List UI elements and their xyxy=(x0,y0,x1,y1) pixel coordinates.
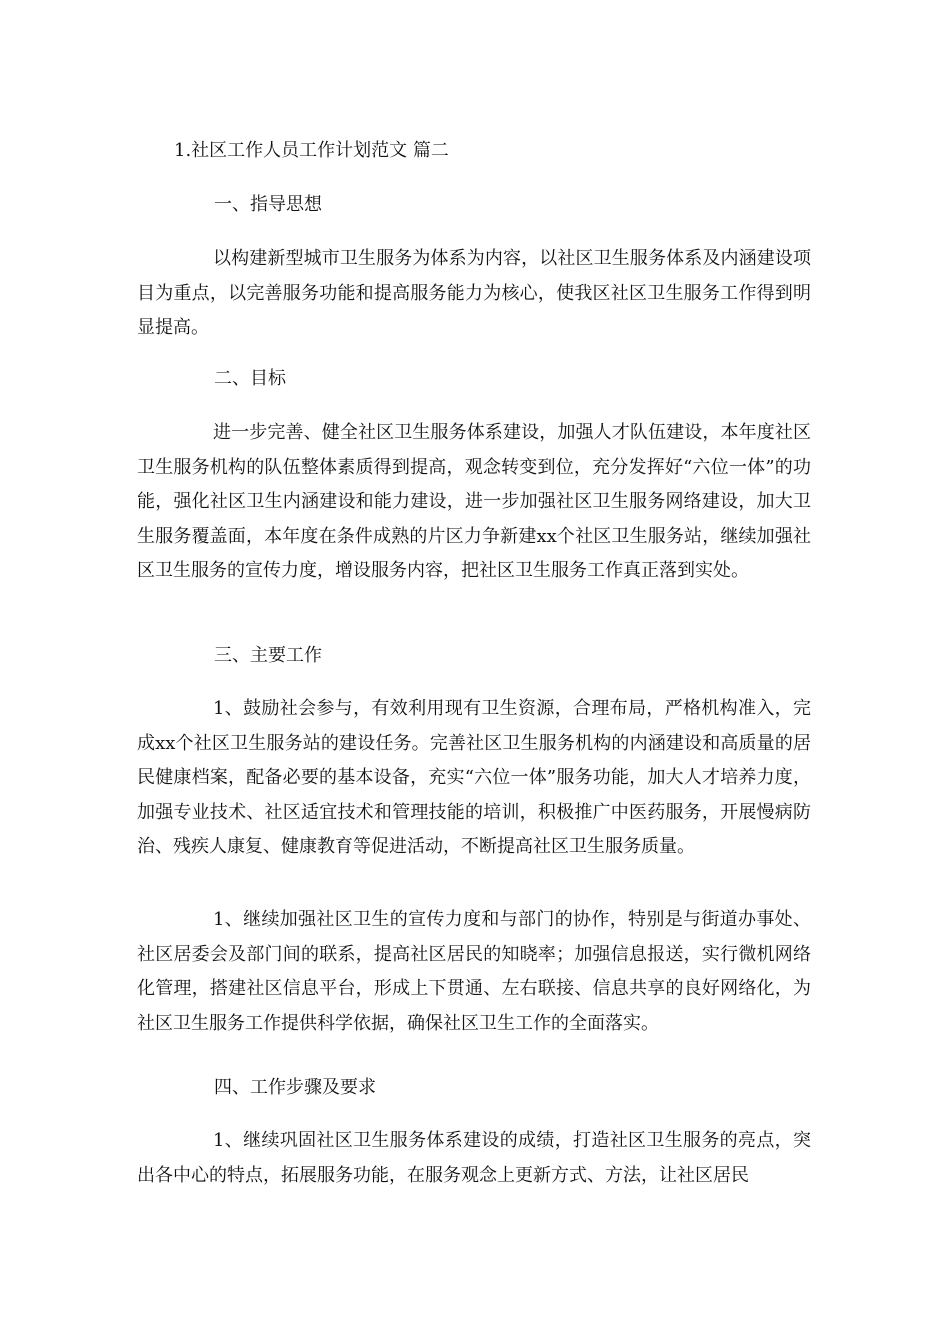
paragraph-goals: 进一步完善、健全社区卫生服务体系建设，加强人才队伍建设，本年度社区卫生服务机构的队伍整体素质得到提高，观念转变到位，充分发挥好“六位一体”的功能，强化社区卫生内涵建设和能力建设，进一步加强社区卫生服务网络建设，加大卫生服务覆盖面，本年度在条件成熟的片区力争新建xx个社区卫生服务站，继续加强社区卫生服务的宣传力度，增设服务内容，把社区卫生服务工作真正落到实处。 xyxy=(137,422,811,582)
paragraph-work-steps-1: 1、继续巩固社区卫生服务体系建设的成绩，打造社区卫生服务的亮点，突出各中心的特点，拓展服务功能，在服务观念上更新方式、方法，让社区居民 xyxy=(137,1130,811,1186)
section-heading-guiding-ideology: 一、指导思想 xyxy=(214,194,322,215)
section-heading-goals: 二、目标 xyxy=(214,368,286,389)
section-heading-main-work: 三、主要工作 xyxy=(214,645,322,666)
paragraph-guiding-ideology: 以构建新型城市卫生服务为体系为内容，以社区卫生服务体系及内涵建设项目为重点，以完善服务功能和提高服务能力为核心，使我区社区卫生服务工作得到明显提高。 xyxy=(137,248,811,339)
document-title: 1.社区工作人员工作计划范文 篇二 xyxy=(174,140,449,161)
section-heading-work-steps: 四、工作步骤及要求 xyxy=(214,1077,376,1098)
paragraph-main-work-2: 1、继续加强社区卫生的宣传力度和与部门的协作，特别是与街道办事处、社区居委会及部门间的联系，提高社区居民的知晓率；加强信息报送，实行微机网络化管理，搭建社区信息平台，形成上下贯通、左右联接、信息共享的良好网络化，为社区卫生服务工作提供科学依据，确保社区卫生工作的全面落实。 xyxy=(137,909,811,1034)
paragraph-main-work-1: 1、鼓励社会参与，有效利用现有卫生资源，合理布局，严格机构准入，完成xx个社区卫生服务站的建设任务。完善社区卫生服务机构的内涵建设和高质量的居民健康档案，配备必要的基本设备，充实“六位一体”服务功能，加大人才培养力度，加强专业技术、社区适宜技术和管理技能的培训，积极推广中医药服务，开展慢病防治、残疾人康复、健康教育等促进活动，不断提高社区卫生服务质量。 xyxy=(137,698,811,858)
